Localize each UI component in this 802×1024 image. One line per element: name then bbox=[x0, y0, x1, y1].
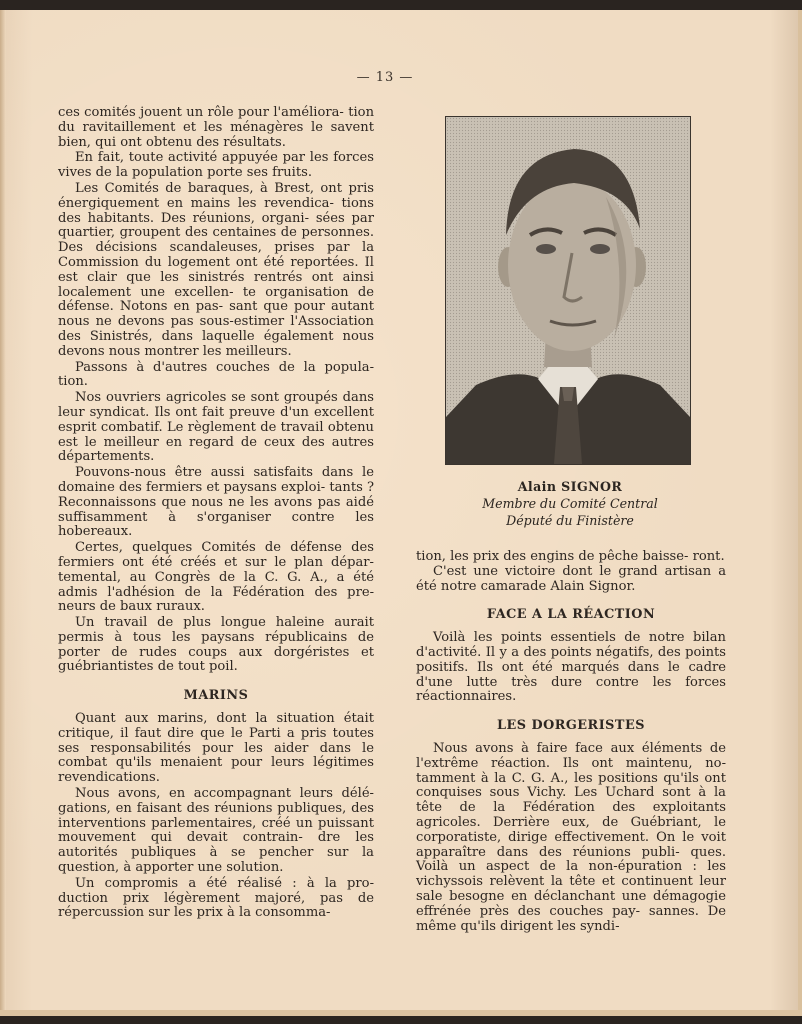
paragraph: Quant aux marins, dont la situation était critique, il faut dire que le Parti a pris toutes ses responsabilités pour les aider dans le combat qu'ils menaient pour leurs légitimes revendications. bbox=[58, 711, 374, 786]
photo-caption bbox=[420, 478, 720, 529]
caption-role: Membre du Comité Central bbox=[482, 496, 658, 511]
page-bottom-edge bbox=[0, 1010, 802, 1016]
paragraph: Nos ouvriers agricoles se sont groupés dans leur syndicat. Ils ont fait preuve d'un excellent esprit combatif. Le règlement de travail obtenu est le meilleur en regard de ceux des autres départements. bbox=[58, 390, 374, 465]
paragraph: Certes, quelques Comités de défense des fermiers ont été créés et sur le plan dépar- temental, au Congrès de la C. G. A., a été admis l'adhésion de la Fédération des pre- neurs de baux ruraux. bbox=[58, 540, 374, 615]
page-number: — 13 — bbox=[356, 70, 414, 85]
paragraph: C'est une victoire dont le grand artisan a été notre camarade Alain Signor. bbox=[416, 563, 726, 594]
paragraph: Voilà les points essentiels de notre bilan d'activité. Il y a des points négatifs, des points positifs. Ils ont été marqués dans le cadre d'une lutte très dure contre les forces réactionnaires. bbox=[416, 630, 726, 705]
paragraph: En fait, toute activité appuyée par les forces vives de la population porte ses fruits. bbox=[58, 150, 374, 181]
paragraph: Nous avons à faire face aux éléments de l'extrême réaction. Ils ont maintenu, no- tamment à la C. G. A., les positions qu'ils ont conquises sous Vichy. Les Uchard sont à la tête de la Fédération des exploitants agricoles. Derrière eux, de Guébriant, le corporatiste, dirige effectivement. On le voit apparaître dans des réunions publi- ques. Voilà un aspect de la non-épuration : les vichyssois relèvent la tête et continuent leur sale besogne en déclanchant une démagogie effrénée près des couches pay- sannes. De même qu'ils dirigent les syndi- bbox=[416, 740, 726, 934]
page-gutter-shadow bbox=[0, 10, 6, 1016]
section-heading-marins: MARINS bbox=[183, 688, 249, 704]
paragraph: tion, les prix des engins de pêche baisse- ront. bbox=[416, 549, 725, 564]
right-column bbox=[416, 550, 726, 934]
section-heading-dorgeristes: LES DORGERISTES bbox=[497, 718, 645, 734]
paragraph: ces comités jouent un rôle pour l'améliora- tion du ravitaillement et les ménagères le savent bien, qui ont obtenu des résultats. bbox=[58, 105, 374, 150]
left-column bbox=[58, 106, 374, 921]
portrait-photo bbox=[445, 116, 691, 465]
paragraph: Un travail de plus longue haleine aurait permis à tous les paysans républicains de porter de rudes coups aux dorgéristes et guébriantistes de tout poil. bbox=[58, 615, 374, 675]
caption-name: Alain SIGNOR bbox=[517, 479, 623, 494]
section-heading-reaction: FACE A LA RÉACTION bbox=[486, 607, 656, 623]
page-edge bbox=[798, 10, 802, 1016]
paragraph: Passons à d'autres couches de la popula- tion. bbox=[58, 359, 374, 390]
caption-role: Député du Finistère bbox=[506, 513, 634, 528]
paragraph: Pouvons-nous être aussi satisfaits dans le domaine des fermiers et paysans exploi- tants ? Reconnaissons que nous ne les avons pas aidé suffisamment à s'organiser contre les hobereaux. bbox=[58, 465, 375, 540]
paragraph: Les Comités de baraques, à Brest, ont pris énergiquement en mains les revendica- tions des habitants. Des réunions, organi- sées par quartier, groupent des centaines de personnes. Des décisions scandaleuses, prises par la Commission du logement ont été reportées. Il est clair que les sinistrés rentrés ont ainsi localement une excellen- te organisation de défense. Notons en pas- sant que pour autant nous ne devons pas sous-estimer l'Association des Sinistrés, dans laquelle également nous devons nous montrer les meilleurs. bbox=[58, 180, 374, 359]
paragraph: Nous avons, en accompagnant leurs délé- gations, en faisant des réunions publiques, des interventions parlementaires, créé un puissant mouvement qui devait contrain- dre les autorités publiques à se pencher sur la question, à apporter une solution. bbox=[58, 786, 374, 876]
document-page bbox=[0, 10, 802, 1016]
paragraph: Un compromis a été réalisé : à la pro- duction prix légèrement majoré, pas de répercussion sur les prix à la consomma- bbox=[58, 875, 374, 921]
